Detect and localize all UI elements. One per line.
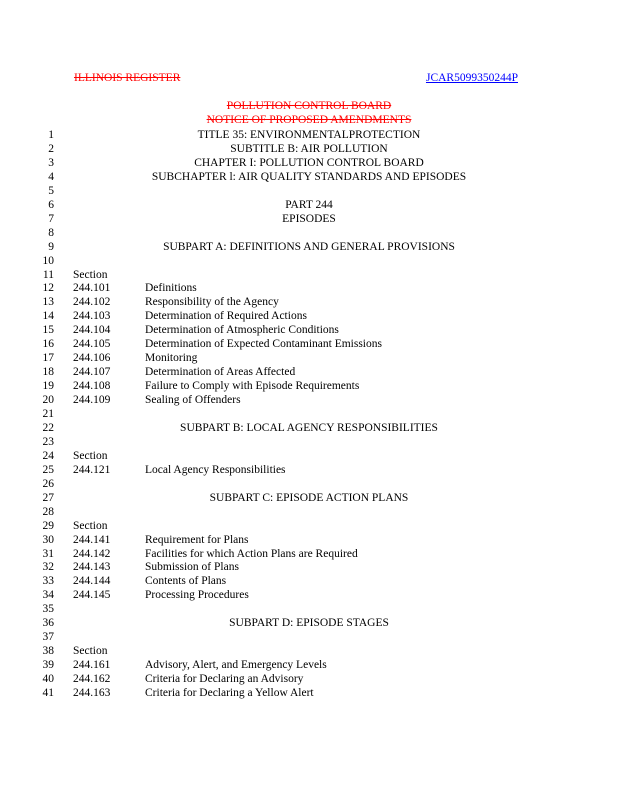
section-number: 244.108 (73, 380, 111, 393)
line-number: 16 (42, 338, 54, 351)
section-number: 244.106 (73, 352, 111, 365)
line-number: 22 (42, 421, 54, 434)
section-number: 244.143 (73, 561, 111, 574)
line-number: 19 (42, 380, 54, 393)
section-number: 244.104 (73, 324, 111, 337)
line-number: 14 (42, 310, 54, 323)
line-number: 4 (48, 170, 54, 183)
document-line (0, 184, 618, 198)
section-title: Determination of Atmospheric Conditions (145, 324, 339, 337)
document-line (0, 407, 618, 421)
document-line (0, 268, 618, 282)
document-line (0, 337, 618, 351)
section-title: Criteria for Declaring an Advisory (145, 673, 304, 686)
document-line (0, 351, 618, 365)
line-number: 9 (48, 240, 54, 253)
section-title: Determination of Areas Affected (145, 366, 296, 379)
line-number: 21 (42, 408, 54, 420)
document-line (0, 547, 618, 561)
document-line (0, 588, 618, 602)
document-line (0, 491, 618, 505)
centered-heading: SUBPART D: EPISODE STAGES (229, 617, 389, 630)
document-line (0, 477, 618, 491)
document-line (0, 435, 618, 449)
line-number: 5 (48, 184, 54, 197)
jcar-link[interactable]: JCAR5099350244P (425, 72, 518, 84)
document-line (0, 449, 618, 463)
section-title: Advisory, Alert, and Emergency Levels (145, 659, 327, 672)
document-line (0, 295, 618, 309)
section-title: Determination of Required Actions (145, 310, 307, 323)
section-number: 244.103 (73, 310, 111, 323)
section-number: 244.101 (73, 282, 111, 295)
section-number: Section (73, 449, 108, 462)
section-number: Section (73, 268, 108, 281)
document-line (0, 142, 618, 156)
line-number: 18 (42, 366, 54, 379)
section-title: Responsibility of the Agency (145, 296, 279, 309)
section-title: Processing Procedures (145, 589, 249, 602)
line-number: 35 (42, 603, 54, 616)
section-number: 244.141 (73, 533, 111, 546)
document-line (0, 323, 618, 337)
document-line (0, 212, 618, 226)
line-number: 6 (48, 198, 54, 211)
section-title: Facilities for which Action Plans are Required (145, 547, 358, 560)
line-number: 17 (42, 352, 54, 365)
line-number: 39 (42, 659, 54, 672)
document-line (0, 170, 618, 184)
struck-notice-title: NOTICE OF PROPOSED AMENDMENTS (206, 114, 412, 126)
line-number: 36 (42, 617, 54, 630)
section-number: 244.163 (73, 687, 111, 699)
section-number: Section (73, 519, 108, 532)
document-line (0, 644, 618, 658)
document-line (0, 463, 618, 477)
section-title: Determination of Expected Contaminant Emissions (145, 338, 382, 351)
line-number: 41 (42, 687, 54, 699)
document-line (0, 630, 618, 644)
line-number: 28 (42, 505, 54, 518)
line-number: 24 (42, 449, 54, 462)
document-line (0, 226, 618, 240)
line-number: 23 (42, 435, 54, 448)
line-number: 38 (42, 645, 54, 658)
document-line (0, 365, 618, 379)
line-number: 20 (42, 394, 54, 407)
line-number: 31 (42, 547, 54, 560)
section-title: Criteria for Declaring a Yellow Alert (145, 687, 314, 699)
document-line (0, 393, 618, 407)
centered-heading: TITLE 35: ENVIRONMENTALPROTECTION (197, 129, 421, 141)
document-line (0, 574, 618, 588)
section-title: Failure to Comply with Episode Requirements (145, 380, 360, 393)
document-line (0, 658, 618, 672)
section-number: 244.145 (73, 589, 111, 602)
line-number: 2 (48, 142, 54, 155)
line-number: 37 (42, 631, 54, 644)
struck-board-name: POLLUTION CONTROL BOARD (226, 100, 392, 112)
line-number: 7 (48, 212, 54, 225)
section-number: Section (73, 645, 108, 658)
line-number: 3 (48, 156, 54, 169)
section-title: Local Agency Responsibilities (145, 463, 286, 476)
section-number: 244.102 (73, 296, 111, 309)
line-number: 15 (42, 324, 54, 337)
line-number: 13 (42, 296, 54, 309)
document-line (0, 533, 618, 547)
line-number: 8 (48, 226, 54, 239)
centered-heading: SUBPART B: LOCAL AGENCY RESPONSIBILITIES (180, 421, 438, 434)
line-number: 26 (42, 477, 54, 490)
document-line (0, 686, 618, 700)
line-number: 29 (42, 519, 54, 532)
line-number: 30 (42, 533, 54, 546)
section-number: 244.144 (73, 575, 111, 588)
section-number: 244.121 (73, 463, 111, 476)
document-line (0, 254, 618, 268)
document-line (0, 519, 618, 533)
centered-heading: EPISODES (282, 212, 336, 225)
section-title: Monitoring (145, 352, 198, 365)
section-number: 244.142 (73, 547, 111, 560)
section-number: 244.107 (73, 366, 111, 379)
centered-heading: SUBTITLE B: AIR POLLUTION (230, 142, 388, 155)
line-number: 27 (42, 491, 54, 504)
centered-heading: PART 244 (285, 198, 333, 211)
section-number: 244.162 (73, 673, 111, 686)
line-number: 10 (42, 254, 54, 267)
line-number: 32 (42, 561, 54, 574)
document-line (0, 505, 618, 519)
document-line (0, 198, 618, 212)
section-number: 244.109 (73, 394, 111, 407)
document-line (0, 281, 618, 295)
line-number: 1 (48, 129, 54, 141)
line-number: 25 (42, 463, 54, 476)
section-title: Sealing of Offenders (145, 394, 241, 407)
document-line (0, 560, 618, 574)
section-title: Requirement for Plans (145, 533, 249, 546)
register-header: ILLINOIS REGISTER (74, 72, 181, 84)
section-title: Contents of Plans (145, 575, 227, 588)
section-title: Submission of Plans (145, 561, 239, 574)
document-line (0, 156, 618, 170)
line-number: 11 (42, 268, 54, 281)
line-number: 33 (42, 575, 54, 588)
document-line (0, 616, 618, 630)
document-line (0, 240, 618, 254)
document-line (0, 602, 618, 616)
document-line (0, 309, 618, 323)
document-line (0, 672, 618, 686)
section-number: 244.105 (73, 338, 111, 351)
line-number: 34 (42, 589, 54, 602)
document-line (0, 379, 618, 393)
centered-heading: SUBPART A: DEFINITIONS AND GENERAL PROVISIONS (163, 240, 455, 253)
document-line (0, 421, 618, 435)
centered-heading: SUBPART C: EPISODE ACTION PLANS (209, 491, 409, 504)
document-line (0, 128, 618, 142)
section-title: Definitions (145, 282, 197, 295)
centered-heading: SUBCHAPTER l: AIR QUALITY STANDARDS AND EPISODES (151, 170, 467, 183)
line-number: 40 (42, 673, 54, 686)
line-number: 12 (42, 282, 54, 295)
centered-heading: CHAPTER I: POLLUTION CONTROL BOARD (194, 156, 424, 169)
section-number: 244.161 (73, 659, 111, 672)
